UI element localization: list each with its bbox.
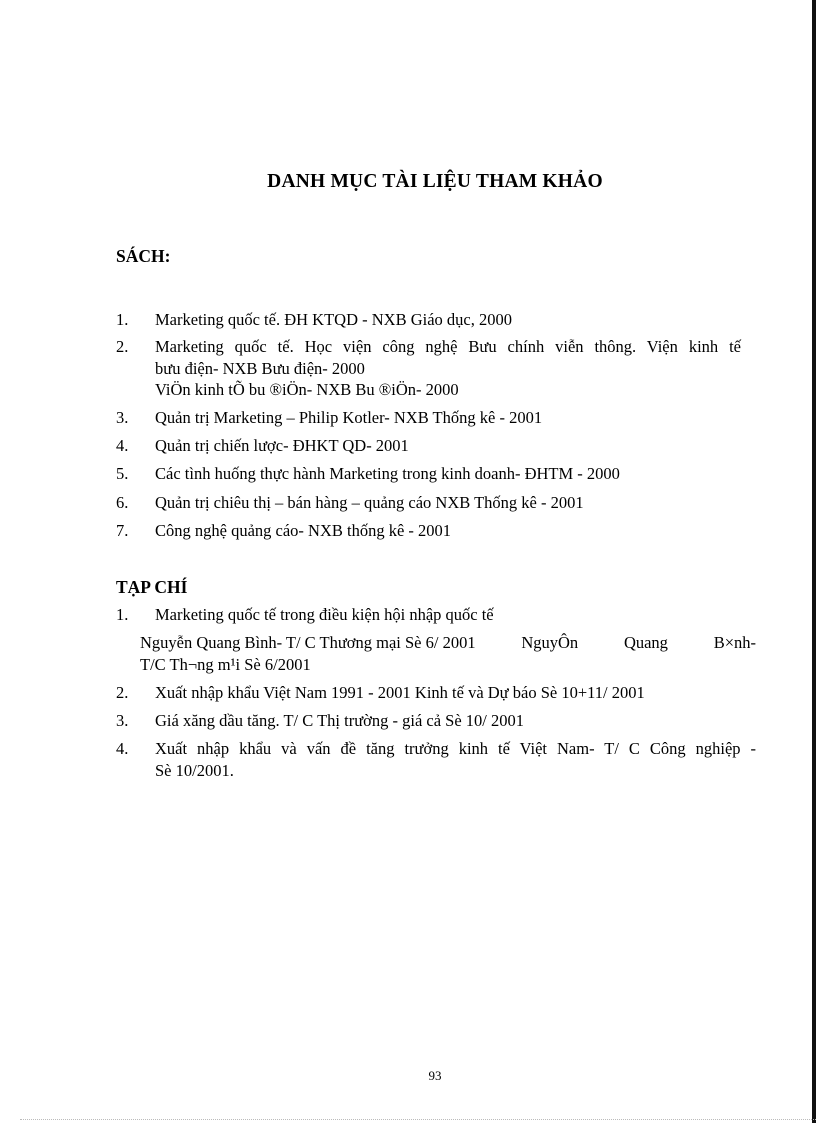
book-7-number: 7. xyxy=(116,521,129,540)
journal-3-text: Giá xăng dầu tăng. T/ C Thị trường - giá cả Sè 10/ 2001 xyxy=(155,711,524,730)
page-edge-bottom xyxy=(20,1119,816,1120)
book-5-number: 5. xyxy=(116,464,129,483)
journal-1-number: 1. xyxy=(116,605,129,624)
book-1-text: Marketing quốc tế. ĐH KTQD - NXB Giáo dục, 2000 xyxy=(155,310,512,329)
book-2-text-garbled: ViÖn kinh tÕ bu ®iÖn- NXB Bu ®iÖn- 2000 xyxy=(155,380,459,399)
book-3-text: Quản trị Marketing – Philip Kotler- NXB Thống kê - 2001 xyxy=(155,408,543,427)
book-7-text: Công nghệ quảng cáo- NXB thống kê - 2001 xyxy=(155,521,452,540)
page-edge-right xyxy=(812,0,816,1123)
book-6-number: 6. xyxy=(116,493,129,512)
journal-2-text: Xuất nhập khẩu Việt Nam 1991 - 2001 Kinh tế và Dự báo Sè 10+11/ 2001 xyxy=(155,683,645,702)
journal-2-number: 2. xyxy=(116,683,129,702)
book-4-text: Quản trị chiến lược- ĐHKT QD- 2001 xyxy=(155,436,409,455)
book-4-number: 4. xyxy=(116,436,129,455)
journal-1-author-garbled-a: NguyÔn xyxy=(521,633,579,652)
journal-1-author-line xyxy=(140,633,756,653)
book-2-text-cont: bưu điện- NXB Bưu điện- 2000 xyxy=(155,359,365,378)
book-3-number: 3. xyxy=(116,408,129,427)
journal-4-text: Xuất nhập khẩu và vấn đề tăng trưởng kinh tế Việt Nam- T/ C Công nghiệp - xyxy=(155,739,756,758)
journal-1-author-garbled-c: B×nh- xyxy=(713,633,756,652)
book-2-text: Marketing quốc tế. Học viện công nghệ Bưu chính viễn thông. Viện kinh tế xyxy=(155,337,741,356)
journal-1-author: Nguyễn Quang Bình- T/ C Thương mại Sè 6/ 2001 xyxy=(140,633,476,652)
section-heading-journals: TẠP CHÍ xyxy=(116,577,188,597)
journal-1-text: Marketing quốc tế trong điều kiện hội nhập quốc tế xyxy=(155,605,494,624)
section-heading-books: SÁCH: xyxy=(116,246,171,266)
page-title: DANH MỤC TÀI LIỆU THAM KHẢO xyxy=(267,171,603,192)
book-6-text: Quản trị chiêu thị – bán hàng – quảng cáo NXB Thống kê - 2001 xyxy=(155,493,584,512)
journal-4-number: 4. xyxy=(116,739,129,758)
journal-1-source-garbled: T/C Th¬ng m¹i Sè 6/2001 xyxy=(140,655,311,674)
journal-4-text-cont: Sè 10/2001. xyxy=(155,761,234,780)
book-2-number: 2. xyxy=(116,337,129,356)
journal-3-number: 3. xyxy=(116,711,129,730)
journal-1-author-garbled-b: Quang xyxy=(623,633,668,652)
book-1-number: 1. xyxy=(116,310,129,329)
page-number: 93 xyxy=(428,1068,442,1083)
book-5-text: Các tình huống thực hành Marketing trong kinh doanh- ĐHTM - 2000 xyxy=(155,464,620,483)
